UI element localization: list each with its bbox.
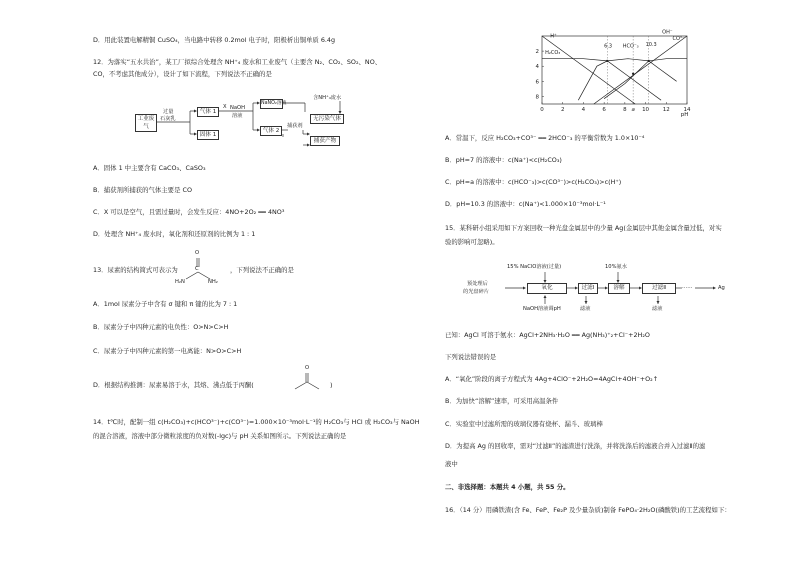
y-tick-label: 4 xyxy=(535,64,539,71)
flow-dissolve-box: 溶解 xyxy=(608,283,630,294)
flow-filter1-box: 过滤Ⅰ xyxy=(578,283,598,294)
x-tick-label: a xyxy=(631,107,635,113)
q15-stem-line1: 15．某科研小组采用如下方案回收一种光盘金属层中的少量 Ag(金属层中其他金属含量过低，对实 xyxy=(445,224,722,232)
q15-option-b: B．为加快“溶解”速率，可采用高温条件 xyxy=(445,397,559,405)
series-line-0 xyxy=(542,33,635,104)
q12-option-a: A．固体 1 中主要含有 CaCO₃、CaSO₃ xyxy=(93,164,206,172)
q15-flow-diagram xyxy=(455,262,745,322)
chart-annotation: H⁺ xyxy=(550,33,557,40)
x-tick-label: 6 xyxy=(602,107,606,113)
flow-product-box: 捕获产物 xyxy=(310,136,340,146)
flow-nh4-water-label: 含NH⁺₄废水 xyxy=(313,95,342,101)
x-tick-label: 0 xyxy=(540,107,544,113)
q14-option-a: A．常温下，反应 H₂CO₃+CO³⁻ ══ 2HCO⁻₃ 的平衡常数为 1.0×10⁻⁴ xyxy=(445,134,645,142)
intersection-point xyxy=(647,60,649,62)
chart-annotation: 10.3 xyxy=(645,41,657,48)
flow-excess-label: 过量 xyxy=(163,109,174,115)
q15-stem-line2: 验的影响可忽略)。 xyxy=(445,238,499,246)
x-tick-label: 2 xyxy=(560,107,565,113)
flow-filter2-box: 过滤Ⅱ xyxy=(642,283,676,294)
x-tick-label: 10 xyxy=(642,107,650,113)
flow-pretreated-label1: 预处理后 xyxy=(467,281,488,287)
urea-nh2: NH₂ xyxy=(208,279,218,285)
x-tick-label: 8 xyxy=(623,107,627,113)
flow-ellipsis: …… xyxy=(682,284,693,290)
q12-stem-line1: 12．为落实“五水共治”，某工厂拟综合处理含 NH⁺₄ 废水和工业废气（主要含 N₂、CO₂、SO₂、NO、 xyxy=(93,58,382,66)
q15-known: 已知：AgCl 可溶于氨水：AgCl+2NH₃·H₂O ══ Ag(NH₃)⁺₂+Cl⁻+2H₂O xyxy=(445,331,650,339)
q15-ask: 下列说法错误的是 xyxy=(445,353,497,361)
series-line-3 xyxy=(604,59,687,99)
flow-filtrate-label: 滤液 xyxy=(580,306,591,312)
flow-gas2-box: 气体 2 xyxy=(260,126,282,136)
flow-residue-label: 滤液 xyxy=(652,306,663,312)
flow-x-label: X xyxy=(223,104,227,110)
acetone-structure xyxy=(287,366,327,394)
x-tick-label: 4 xyxy=(581,107,586,113)
section-heading: 二、非选择题：本题共 4 小题，共 55 分。 xyxy=(445,483,570,491)
flow-industrial-gas: 工业废气 xyxy=(135,114,157,132)
q14-stem-line1: 14．t℃时，配制一组 c(H₂CO₃)+c(HCO³⁻)+c(CO³⁻)=1.000×10⁻³mol·L⁻¹的 H₂CO₃与 HCl 或 H₂CO₃与 NaOH xyxy=(93,418,420,426)
q13-option-c: C．尿素分子中四种元素的第一电离能：N>O>C>H xyxy=(93,347,242,355)
intersection-point xyxy=(606,60,608,62)
flow-pretreated-label2: 的光盘碎片 xyxy=(463,289,489,295)
flow-naoh-label: NaOH xyxy=(230,105,246,111)
chart-annotation: OH⁻ xyxy=(662,29,673,36)
q13-option-b: B．尿素分子中四种元素的电负性：O>N>C>H xyxy=(93,323,229,331)
q15-option-d-line1: D．为提高 Ag 的回收率，需对“过滤Ⅱ”的滤渣进行洗涤，并将洗涤后的滤液合并入过滤Ⅱ的滤 xyxy=(445,442,706,450)
flow-oxidize-box: 氧化 xyxy=(527,283,567,294)
q13-stem-tail: ，下列说法不正确的是 xyxy=(230,266,294,274)
flow-trap-label: 捕获剂 xyxy=(287,123,303,129)
intersection-point xyxy=(632,73,634,75)
y-tick-label: 6 xyxy=(535,79,539,86)
q13-option-d-tail: ) xyxy=(330,381,333,389)
q15-option-a: A．“氧化”阶段的离子方程式为 4Ag+4ClO⁻+2H₂O=4AgCl+4OH⁻+O₂↑ xyxy=(445,375,659,383)
q11-option-d: D．用此装置电解精铜 CuSO₄，当电路中转移 0.2mol 电子时，阳极析出铜单质 6.4g xyxy=(93,36,336,44)
q13-option-a: A．1mol 尿素分子中含有 σ 键和 π 键的比为 7 : 1 xyxy=(93,300,238,308)
flow-lime-label: 石灰乳 xyxy=(160,116,176,122)
urea-c: C xyxy=(195,266,199,272)
q14-option-d: D．pH=10.3 的溶液中：c(Na⁺)<1.000×10⁻³mol·L⁻¹ xyxy=(445,200,606,208)
q16-stem: 16．（14 分）用磷铁渣(含 Fe、FeP、Fe₂P 及少量杂质)制备 FePO₄·2H₂O(磷酸铁)的工艺流程如下： xyxy=(445,506,731,514)
q15-option-c: C．实验室中过滤所需的玻璃仪器有烧杯、漏斗、玻璃棒 xyxy=(445,420,603,428)
q13-stem: 13．尿素的结构简式可表示为 xyxy=(93,266,178,274)
x-axis-label: pH xyxy=(680,112,689,118)
flow-ag-label: Ag xyxy=(718,285,725,291)
flow-ammonia-label: 10%氨水 xyxy=(605,264,627,270)
chart-annotation: 6.3 xyxy=(604,43,613,50)
flow-solution-label: 溶液 xyxy=(232,113,243,119)
chart-annotation: CO³⁻ xyxy=(672,35,685,42)
q12-flow-diagram xyxy=(135,92,385,154)
q12-option-d: D．处理含 NH⁺₄ 废水时，氧化剂和还原剂的比例为 1 : 1 xyxy=(93,230,256,238)
q12-stem-line2: CO，不考虑其他成分），设计了如下流程，下列说法不正确的是 xyxy=(93,70,272,78)
q14-option-b: B．pH=7 的溶液中：c(Na⁺)<c(H₂CO₃) xyxy=(445,156,562,164)
chart-annotation: HCO⁻₃ xyxy=(622,43,639,50)
q15-flow-arrows xyxy=(455,262,745,322)
x-tick-label: 12 xyxy=(662,107,670,113)
q14-stem-line2: 的混合溶液，溶液中部分微粒浓度的负对数(-lgc)与 pH 关系如图所示。下列说法正确的是 xyxy=(93,432,347,440)
flow-gas1-box: 气体 1 xyxy=(197,107,219,117)
q15-option-d-line2: 液中 xyxy=(445,460,458,468)
urea-structure xyxy=(168,250,228,288)
q12-option-c: C．X 可以是空气，且需过量时，会发生反应：4NO+2O₂ ══ 4NO³ xyxy=(93,208,285,216)
q12-option-b: B．捕获剂所捕获的气体主要是 CO xyxy=(93,186,192,194)
chart-frame xyxy=(542,33,687,104)
flow-pollution-free-box: 无污染气体 xyxy=(310,114,344,124)
flow-naclo-label: 15% NaClO溶液(过量) xyxy=(507,264,562,270)
flow-nano2-box: NaNO₂溶液 xyxy=(260,99,283,109)
y-tick-label: 8 xyxy=(535,94,539,101)
urea-o: O xyxy=(195,250,200,256)
q14-option-c: C．pH=a 的溶液中：c(HCO⁻₃)>c(CO³⁻)>c(H₂CO₃)>c(H⁺) xyxy=(445,178,622,186)
q14-chart xyxy=(530,30,710,120)
y-tick-label: 2 xyxy=(535,49,539,56)
q13-option-d: D．根据结构推测：尿素易溶于水，其熔、沸点低于丙酮( xyxy=(93,381,254,389)
urea-h2n: H₂N xyxy=(175,279,185,285)
chart-annotation: H₂CO₃ xyxy=(545,50,561,57)
flow-solid1-box: 固体 1 xyxy=(197,130,219,140)
flow-naoh-ph-label: NaOH溶液调pH xyxy=(523,306,561,312)
x-tick-label: 14 xyxy=(683,107,691,113)
acetone-o: O xyxy=(305,365,310,371)
